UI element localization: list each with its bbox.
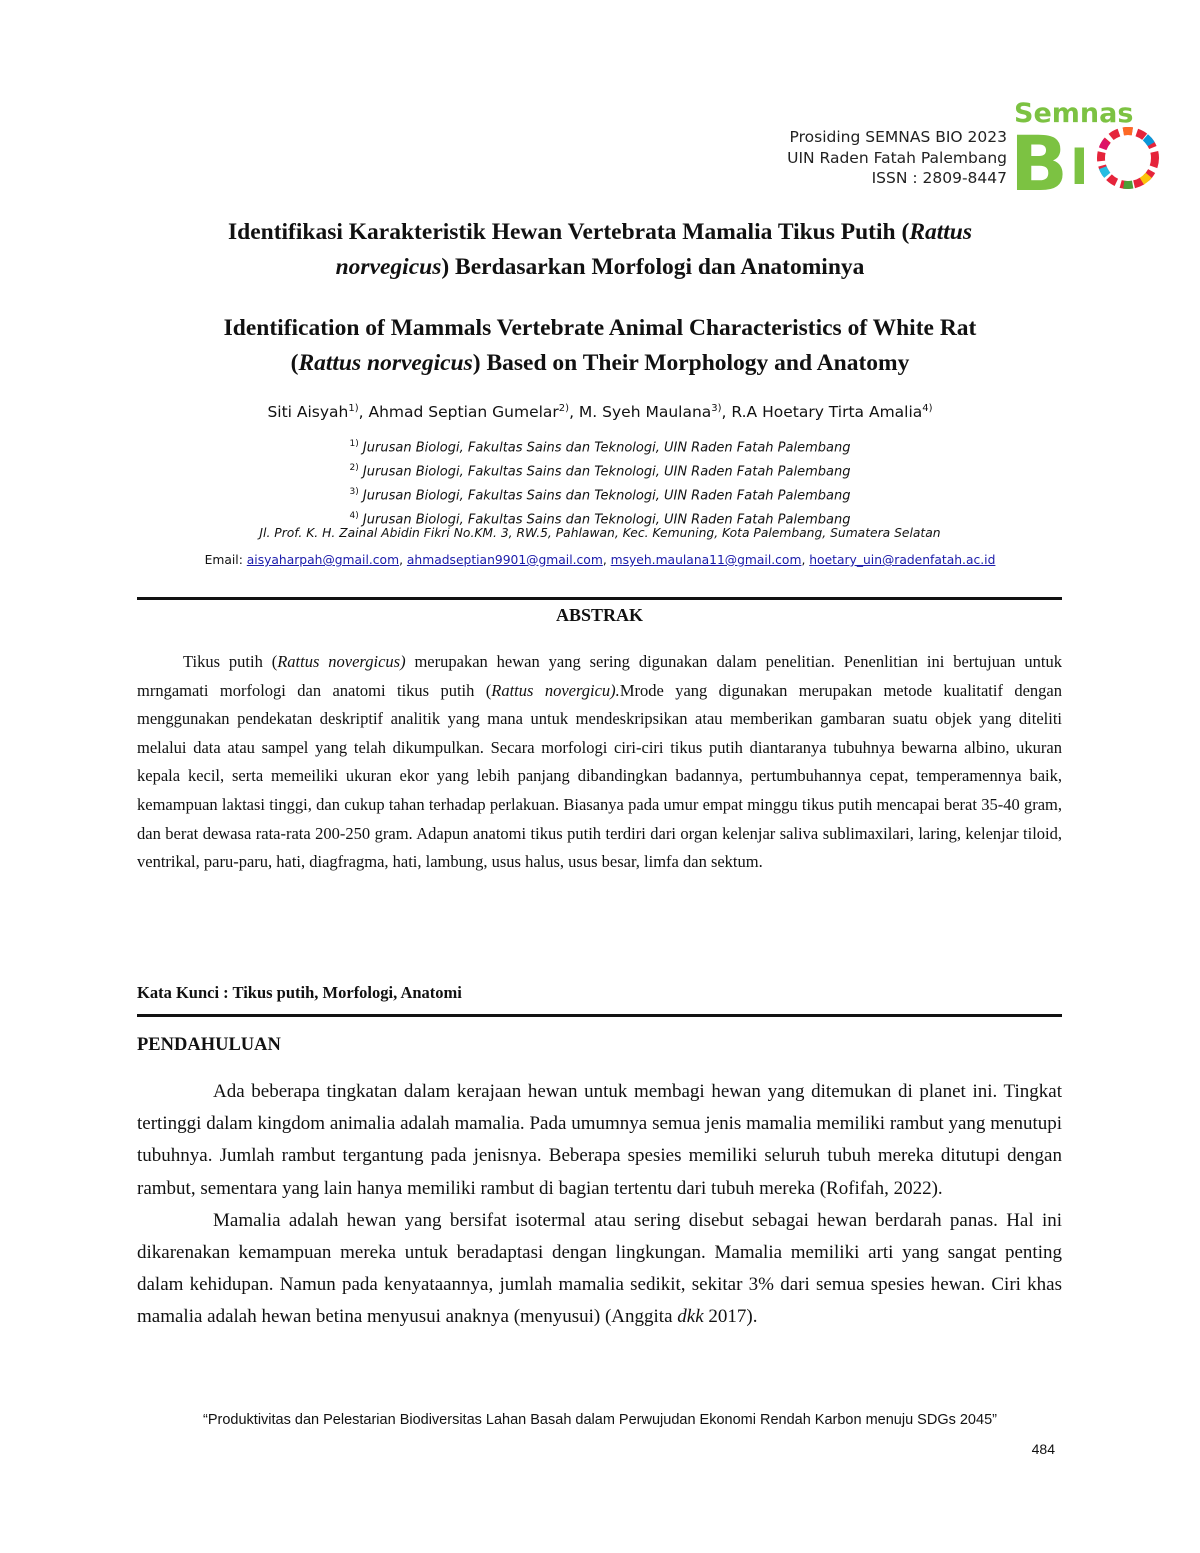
author-name: M. Syeh Maulana	[578, 403, 712, 422]
email-link[interactable]: ahmadseptian9901@gmail.com	[406, 553, 603, 567]
title-id-italic-line2: norvegicus	[335, 254, 442, 280]
proceedings-header	[787, 127, 1007, 189]
abstract-text: merupakan hewan yang sering digunakan dalam penelitian. Penenlitian ini bertujuan untuk mrngamati morfologi dan anatomi tikus putih (	[137, 652, 1062, 700]
affiliation-text: Jurusan Biologi, Fakultas Sains dan Teknologi, UIN Raden Fatah Palembang	[362, 512, 851, 528]
author-name: R.A Hoetary Tirta Amalia	[731, 403, 923, 422]
title-en-open-paren: (	[290, 350, 299, 376]
intro-text: Mamalia adalah hewan yang bersifat isotermal atau sering disebut sebagai hewan berdarah panas. Hal ini dikarenakan kemampuan mereka untuk beradaptasi dengan lingkungan. Mamalia memiliki arti yang sangat penting dalam kehidupan. Namun pada kenyataannya, jumlah mamalia sedikit, sekitar 3% dari semua spesies hewan. Ciri khas mamalia adalah hewan betina menyusui anaknya (menyusui) (Anggita	[137, 1209, 1062, 1328]
affiliation	[150, 457, 1050, 483]
header-proceedings-name: Prosiding SEMNAS BIO 2023	[789, 128, 1007, 146]
title-en-line1: Identification of Mammals Vertebrate Animal Characteristics of White Rat	[223, 315, 977, 341]
institution-address: Jl. Prof. K. H. Zainal Abidin Fikri No.KM. 3, RW.5, Pahlawan, Kec. Kemuning, Kota Palembang, Sumatera Selatan	[259, 526, 941, 540]
affiliation	[150, 481, 1050, 507]
abstract-italic: Rattus novergicu).	[491, 680, 620, 700]
keywords: Kata Kunci : Tikus putih, Morfologi, Anatomi	[137, 983, 462, 1002]
title-en-italic: Rattus norvegicus	[298, 350, 473, 376]
author-sep: ,	[358, 403, 369, 422]
intro-italic: dkk	[677, 1306, 704, 1328]
email-link[interactable]: msyeh.maulana11@gmail.com	[610, 553, 802, 567]
affiliation-text: Jurusan Biologi, Fakultas Sains dan Teknologi, UIN Raden Fatah Palembang	[362, 440, 851, 456]
header-issn: ISSN : 2809-8447	[871, 169, 1007, 187]
abstract-paragraph	[137, 648, 1062, 877]
affiliation-sup: 2)	[349, 463, 359, 473]
email-label: Email:	[204, 553, 247, 567]
introduction-body	[137, 1076, 1062, 1334]
affiliation	[150, 433, 1050, 459]
intro-text: 2017).	[703, 1306, 758, 1328]
author-sep: ,	[721, 403, 732, 422]
author-sup: 4)	[922, 403, 933, 414]
divider	[137, 597, 1062, 600]
abstract-text: Tikus putih (	[183, 652, 278, 671]
footer-tagline: “Produktivitas dan Pelestarian Biodiversitas Lahan Basah dalam Perwujudan Ekonomi Rendah Karbon menuju SDGs 2045”	[203, 1412, 997, 1428]
title-en-part2: ) Based on Their Morphology and Anatomy	[472, 350, 910, 376]
affiliation-text: Jurusan Biologi, Fakultas Sains dan Teknologi, UIN Raden Fatah Palembang	[362, 488, 851, 504]
email-link[interactable]: hoetary_uin@radenfatah.ac.id	[809, 553, 996, 567]
email-link[interactable]: aisyaharpah@gmail.com	[246, 553, 400, 567]
author-sup: 1)	[348, 403, 359, 414]
affiliation-sup: 3)	[349, 487, 359, 497]
author-name: Siti Aisyah	[267, 403, 349, 422]
header-institution: UIN Raden Fatah Palembang	[787, 148, 1007, 167]
logo-letter-i: I	[1070, 138, 1089, 196]
intro-paragraph: Ada beberapa tingkatan dalam kerajaan hewan untuk membagi hewan yang ditemukan di planet ini. Tingkat tertinggi dalam kingdom animalia adalah mamalia. Pada umumnya semua jenis mamalia memiliki rambut yang menutupi tubuhnya. Jumlah rambut tergantung pada jenisnya. Beberapa spesies memiliki seluruh tubuh mereka ditutupi dengan rambut, sementara yang lain hanya memiliki rambut di bagian tertentu dari tubuh mereka (Rofifah, 2022).	[137, 1081, 1062, 1199]
abstract-text: Mrode yang digunakan merupakan metode kualitatif dengan menggunakan pendekatan deskriptif analitik yang mana untuk mendeskripsikan atau memberikan gambaran suatu objek yang diteliti melalui data atau sampel yang telah dikumpulkan. Secara morfologi ciri-ciri tikus putih diantaranya tubuhnya bewarna albino, ukuran kepala kecil, serta memeiliki ukuran ekor yang lebih panjang dibandingkan badannya, pertumbuhannya cepat, temperamennya baik, kemampuan laktasi tinggi, dan cukup tahan terhadap perlakuan. Biasanya pada umur empat minggu tikus putih mencapai berat 35-40 gram, dan berat dewasa rata-rata 200-250 gram. Adapun anatomi tikus putih terdiri dari organ kelenjar saliva sublimaxilari, laring, kelenjar tiloid, ventrikal, paru-paru, hati, diagfragma, hati, lambung, usus halus, usus besar, limfa dan sektum.	[137, 680, 1062, 872]
title-id-part2: ) Berdasarkan Morfologi dan Anatominya	[441, 254, 865, 280]
semnas-bio-logo	[1008, 96, 1160, 196]
author-list	[150, 403, 1050, 421]
page-number: 484	[1031, 1441, 1055, 1457]
logo-semnas-text: Semnas	[1014, 98, 1134, 129]
abstract-italic: Rattus novergicus)	[277, 652, 406, 671]
abstract-heading: ABSTRAK	[555, 605, 644, 625]
title-indonesian	[110, 215, 1090, 285]
affiliation-sup: 4)	[349, 511, 359, 521]
author-sep: ,	[569, 403, 579, 422]
author-name: Ahmad Septian Gumelar	[368, 403, 559, 422]
email-line: Email: aisyaharpah@gmail.com, ahmadseptian9901@gmail.com, msyeh.maulana11@gmail.com, hoetary_uin@radenfatah.ac.id	[204, 553, 996, 567]
section-heading-introduction: PENDAHULUAN	[137, 1035, 281, 1055]
abstract-body	[137, 648, 1062, 877]
title-id-part1: Identifikasi Karakteristik Hewan Vertebrata Mamalia Tikus Putih (	[227, 219, 910, 245]
intro-paragraph	[137, 1205, 1062, 1334]
logo-letter-b: B	[1010, 119, 1068, 196]
title-english	[110, 311, 1090, 381]
sdg-wheel-icon	[1090, 120, 1160, 196]
divider	[137, 1014, 1062, 1017]
author-sup: 3)	[711, 403, 722, 414]
title-id-italic: Rattus	[909, 219, 973, 245]
affiliation-text: Jurusan Biologi, Fakultas Sains dan Teknologi, UIN Raden Fatah Palembang	[362, 464, 851, 480]
author-sup: 2)	[558, 403, 570, 414]
affiliation-sup: 1)	[349, 439, 359, 449]
